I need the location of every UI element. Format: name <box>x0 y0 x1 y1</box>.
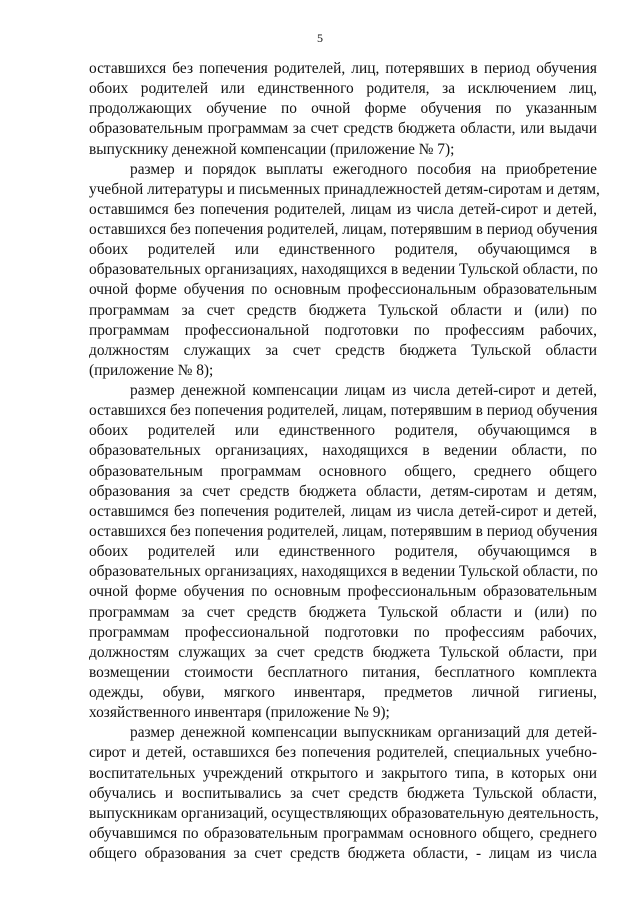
text-line: образовательных организациях, находящихся в ведении Тульской области, по <box>89 261 598 279</box>
text-line: обоих родителей или единственного родителя, обучающимся в <box>89 422 597 440</box>
text-line: обоих родителей или единственного родителя, обучающимся в <box>89 543 597 561</box>
text-line: воспитательных учреждений открытого и закрытого типа, в которых они <box>89 764 597 782</box>
text-line: должностям служащих за счет средств бюджета Тульской области, при <box>89 643 597 661</box>
text-line: выпускнику денежной компенсации (приложение № 7); <box>89 140 455 158</box>
text-line: оставшихся без попечения родителей, лицам, потерявшим в период обучения <box>89 221 598 239</box>
text-line: возмещении стоимости бесплатного питания, бесплатного комплекта <box>89 663 597 681</box>
text-line: программам профессиональной подготовки по профессиям рабочих, <box>89 321 597 339</box>
text-line: оставшимся без попечения родителей, лицам из числа детей-сирот и детей, <box>89 502 597 520</box>
text-line: оставшихся без попечения родителей, лицам, потерявшим в период обучения <box>89 402 598 420</box>
text-line: программам за счет средств бюджета Тульской области и (или) по <box>89 301 597 319</box>
text-line: выпускникам организаций, осуществляющих образовательную деятельность, <box>89 804 599 822</box>
text-line: должностям служащих за счет средств бюджета Тульской области <box>89 341 597 359</box>
text-line: очной форме обучения по основным профессиональным образовательным <box>89 281 597 299</box>
text-line: обоих родителей или единственного родителя, обучающимся в <box>89 241 597 259</box>
text-line: продолжающих обучение по очной форме обучения по указанным <box>89 100 597 118</box>
text-line: сирот и детей, оставшихся без попечения родителей, специальных учебно- <box>89 744 597 762</box>
text-line: программам профессиональной подготовки по профессиям рабочих, <box>89 623 597 641</box>
text-line: оставшимся без попечения родителей, лицам из числа детей-сирот и детей, <box>89 200 597 218</box>
text-line: программам за счет средств бюджета Тульской области и (или) по <box>89 603 597 621</box>
page-number: 5 <box>317 31 323 45</box>
text-line: обучались и воспитывались за счет средств бюджета Тульской области, <box>89 784 597 802</box>
text-line: образования за счет средств бюджета области, детям-сиротам и детям, <box>89 482 597 500</box>
text-line: учебной литературы и письменных принадлежностей детям-сиротам и детям, <box>89 180 600 198</box>
text-line: размер и порядок выплаты ежегодного пособия на приобретение <box>130 160 597 178</box>
text-line: образовательных организациях, находящихся в ведении Тульской области, по <box>89 563 598 581</box>
text-line: обучавшимся по образовательным программам основного общего, среднего <box>89 824 597 842</box>
text-line: образовательным программам за счет средств бюджета области, или выдачи <box>89 120 597 138</box>
text-line: размер денежной компенсации лицам из числа детей-сирот и детей, <box>130 382 597 400</box>
text-line: (приложение № 8); <box>89 361 214 379</box>
text-line: образовательным программам основного общего, среднего общего <box>89 462 597 480</box>
text-line: оставшихся без попечения родителей, лиц, потерявших в период обучения <box>89 60 597 77</box>
text-line: размер денежной компенсации выпускникам организаций для детей- <box>130 724 597 742</box>
text-line: общего образования за счет средств бюджета области, - лицам из числа <box>89 845 597 863</box>
text-line: образовательных организациях, находящихся в ведении области, по <box>89 442 597 460</box>
text-line: очной форме обучения по основным профессиональным образовательным <box>89 583 597 601</box>
text-line: обоих родителей или единственного родителя, за исключением лиц, <box>89 80 597 98</box>
text-line: оставшихся без попечения родителей, лицам, потерявшим в период обучения <box>89 522 598 540</box>
text-line: хозяйственного инвентаря (приложение № 9); <box>89 704 390 722</box>
text-line: одежды, обуви, мягкого инвентаря, предметов личной гигиены, <box>89 684 597 702</box>
